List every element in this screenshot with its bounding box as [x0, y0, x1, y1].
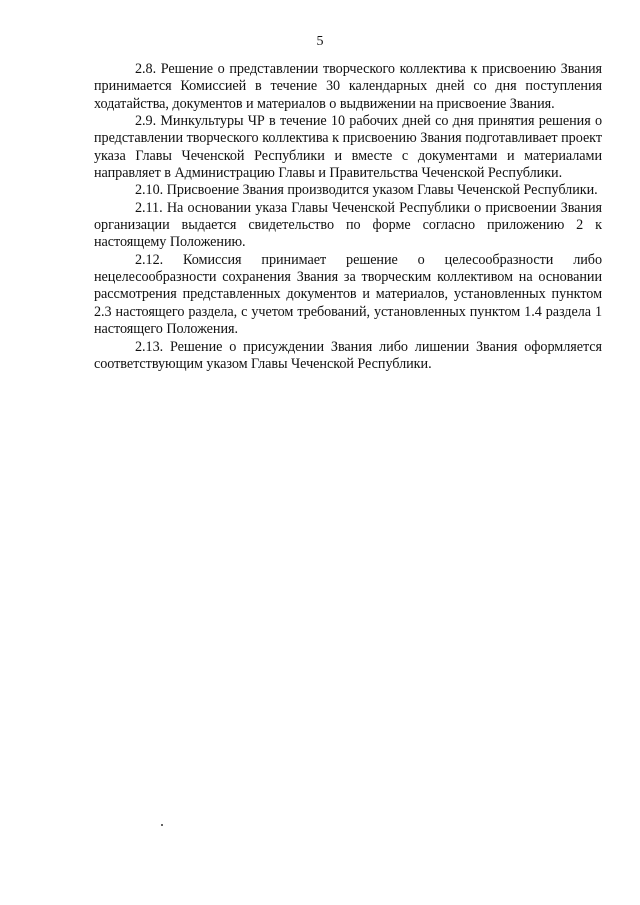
paragraph-2-8: 2.8. Решение о представлении творческого коллектива к присвоению Звания принимается Комиссией в течение 30 календарных дней со дня поступления ходатайства, документов и материалов о выдвижении на присвоение Звания.	[94, 61, 602, 112]
paragraph-2-9: 2.9. Минкультуры ЧР в течение 10 рабочих дней со дня принятия решения о представлении творческого коллектива к присвоению Звания подготавливает проект указа Главы Чеченской Республики и вместе с документами и материалами направляет в Администрацию Главы и Правительства Чеченской Республики.	[94, 113, 602, 182]
paragraph-2-12: 2.12. Комиссия принимает решение о целесообразности либо нецелесообразности сохранения Звания за творческим коллективом на основании рассмотрения представленных документов и материалов, установленных пунктом 2.3 настоящего раздела, с учетом требований, установленных пунктом 1.4 раздела 1 настоящего Положения.	[94, 251, 602, 338]
paragraph-2-10: 2.10. Присвоение Звания производится указом Главы Чеченской Республики.	[135, 182, 598, 199]
page-number: 5	[316, 34, 324, 49]
scan-speck	[161, 824, 163, 826]
paragraph-2-11: 2.11. На основании указа Главы Чеченской Республики о присвоении Звания организации выдается свидетельство по форме согласно приложению 2 к настоящему Положению.	[94, 199, 602, 251]
document-body	[94, 61, 602, 373]
paragraph-2-13: 2.13. Решение о присуждении Звания либо лишении Звания оформляется соответствующим указом Главы Чеченской Республики.	[94, 338, 602, 372]
